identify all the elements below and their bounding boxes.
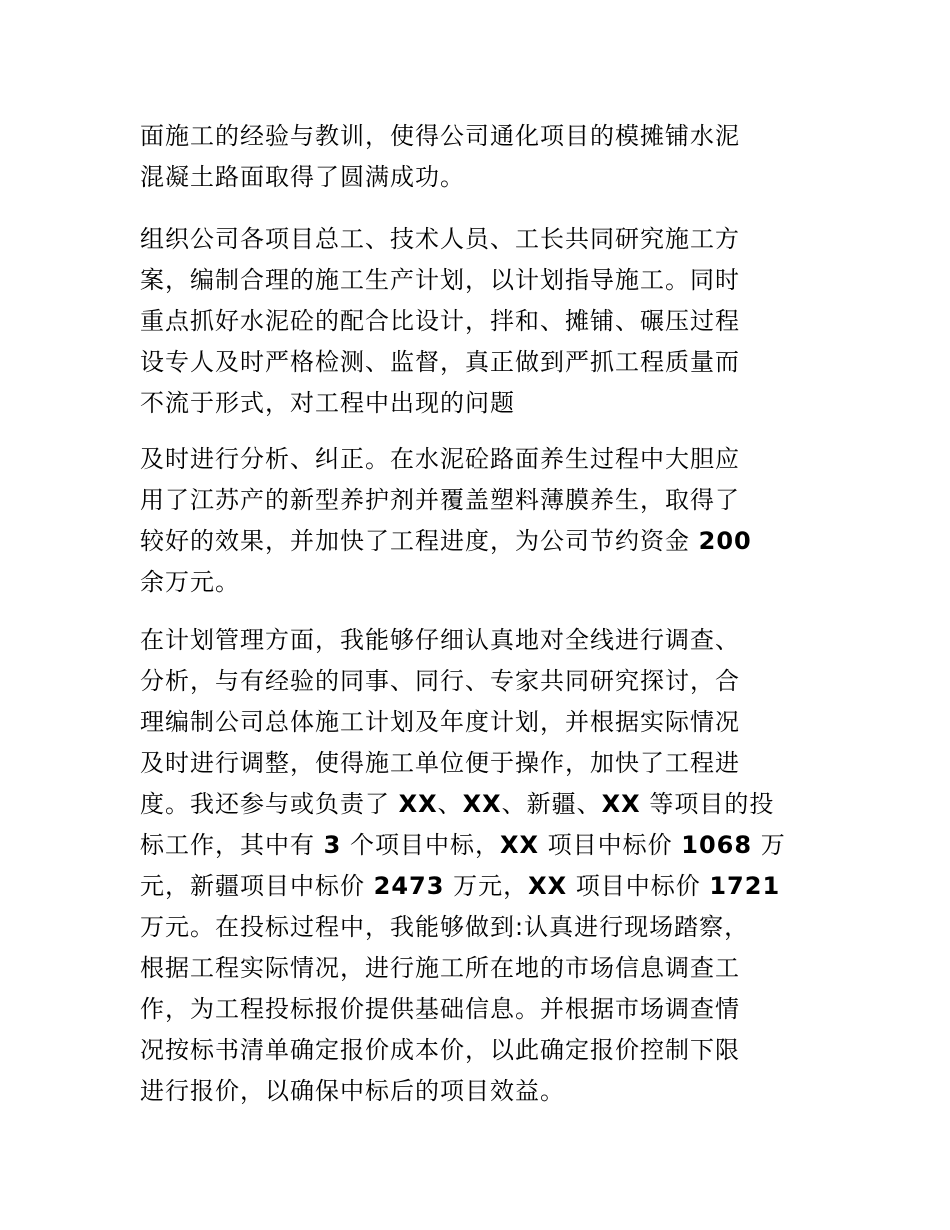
- text-line: 组织公司各项目总工、技术人员、工长共同研究施工方: [140, 225, 740, 253]
- text-line: 面施工的经验与教训，使得公司通化项目的模摊铺水泥: [140, 122, 740, 150]
- text-line: 不流于形式，对工程中出现的问题: [140, 389, 515, 417]
- text-line: 作，为工程投标报价提供基础信息。并根据市场调查情: [140, 995, 740, 1023]
- paragraph-2: [140, 219, 820, 424]
- text-line: 案，编制合理的施工生产计划，以计划指导施工。同时: [140, 266, 740, 294]
- text-line: 况按标书清单确定报价成本价，以此确定报价控制下限: [140, 1036, 740, 1064]
- text-line: 根据工程实际情况，进行施工所在地的市场信息调查工: [140, 954, 740, 982]
- text-line: 较好的效果，并加快了工程进度，为公司节约资金 200: [140, 527, 752, 555]
- text-line: 分析，与有经验的同事、同行、专家共同研究探讨，合: [140, 667, 740, 695]
- text-line: 混凝土路面取得了圆满成功。: [140, 163, 465, 191]
- text-line: 度。我还参与或负责了 XX、XX、新疆、XX 等项目的投: [140, 790, 775, 818]
- text-line: 万元。在投标过程中，我能够做到:认真进行现场踏察，: [140, 913, 750, 941]
- paragraph-3: [140, 439, 820, 603]
- text-line: 设专人及时严格检测、监督，真正做到严抓工程质量而: [140, 348, 740, 376]
- paragraph-1: [140, 116, 820, 198]
- paragraph-4: [140, 620, 820, 1112]
- text-line: 重点抓好水泥砼的配合比设计，拌和、摊铺、碾压过程: [140, 307, 740, 335]
- text-line: 进行报价，以确保中标后的项目效益。: [140, 1077, 565, 1105]
- text-line: 及时进行分析、纠正。在水泥砼路面养生过程中大胆应: [140, 445, 740, 473]
- text-line: 在计划管理方面，我能够仔细认真地对全线进行调查、: [140, 626, 740, 654]
- text-line: 余万元。: [140, 568, 240, 596]
- text-line: 元，新疆项目中标价 2473 万元，XX 项目中标价 1721: [140, 872, 781, 900]
- text-line: 理编制公司总体施工计划及年度计划，并根据实际情况: [140, 708, 740, 736]
- text-line: 及时进行调整，使得施工单位便于操作，加快了工程进: [140, 749, 740, 777]
- text-line: 标工作，其中有 3 个项目中标，XX 项目中标价 1068 万: [140, 831, 786, 859]
- text-line: 用了江苏产的新型养护剂并覆盖塑料薄膜养生，取得了: [140, 486, 740, 514]
